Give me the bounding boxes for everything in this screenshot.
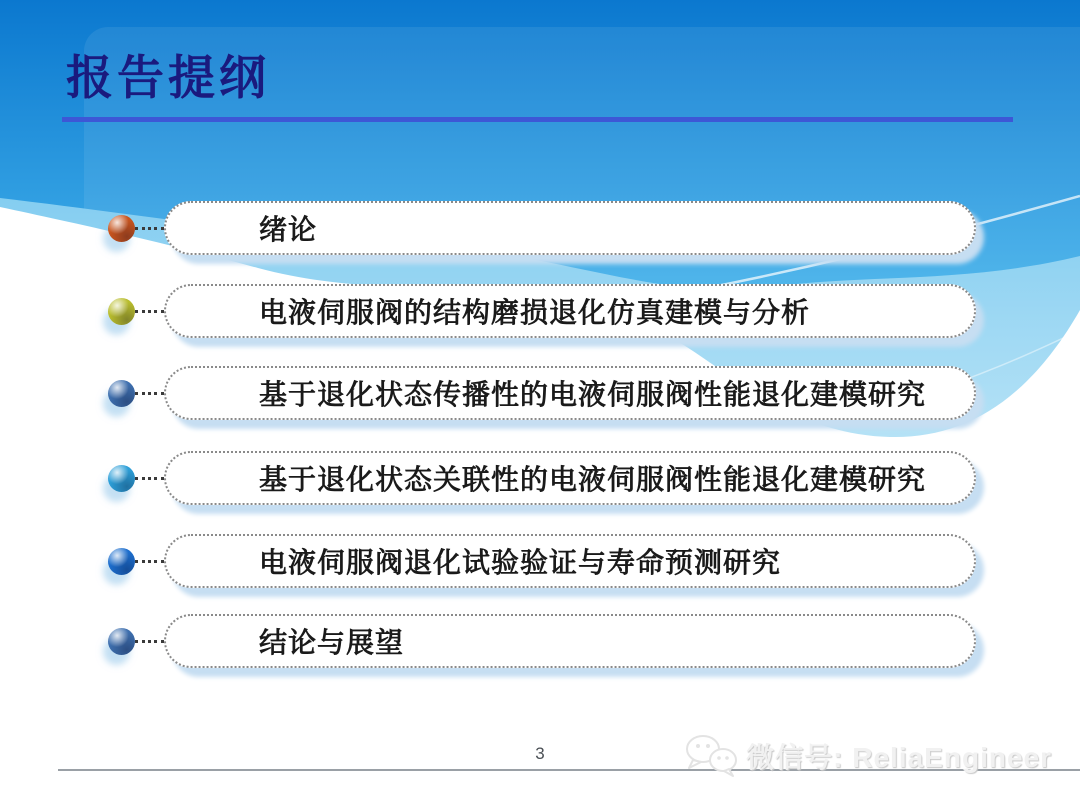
bullet-sphere-icon (108, 298, 135, 325)
dotted-connector (135, 640, 164, 643)
bullet-sphere-icon (108, 380, 135, 407)
outline-item (108, 534, 976, 588)
outline-pill (164, 201, 976, 255)
outline-item-label: 基于退化状态关联性的电液伺服阀性能退化建模研究 (259, 464, 927, 495)
dotted-connector (135, 310, 164, 313)
outline-pill (164, 614, 976, 668)
dotted-connector (135, 477, 164, 480)
bullet-sphere-icon (108, 215, 135, 242)
dotted-connector (135, 560, 164, 563)
bullet-sphere-icon (108, 465, 135, 492)
outline-item (108, 614, 976, 668)
outline-item-label: 结论与展望 (259, 627, 405, 658)
bullet-sphere-icon (108, 548, 135, 575)
outline-item (108, 451, 976, 505)
wechat-watermark (680, 731, 1052, 781)
outline-pill (164, 366, 976, 420)
outline-item-label: 电液伺服阀退化试验验证与寿命预测研究 (259, 547, 782, 578)
bullet-sphere-icon (108, 628, 135, 655)
wechat-icon (680, 731, 742, 781)
outline-item-label: 基于退化状态传播性的电液伺服阀性能退化建模研究 (259, 379, 927, 410)
watermark-text: 微信号: ReliaEngineer (746, 742, 1052, 773)
outline-item (108, 284, 976, 338)
dotted-connector (135, 227, 164, 230)
page-title: 报告提纲 (66, 51, 270, 104)
outline-pill (164, 534, 976, 588)
outline-pill (164, 451, 976, 505)
outline-item-label: 绪论 (259, 214, 318, 245)
outline-pill (164, 284, 976, 338)
page-number: 3 (535, 744, 545, 763)
outline-item (108, 201, 976, 255)
outline-item-label: 电液伺服阀的结构磨损退化仿真建模与分析 (259, 297, 811, 328)
outline-item (108, 366, 976, 420)
dotted-connector (135, 392, 164, 395)
